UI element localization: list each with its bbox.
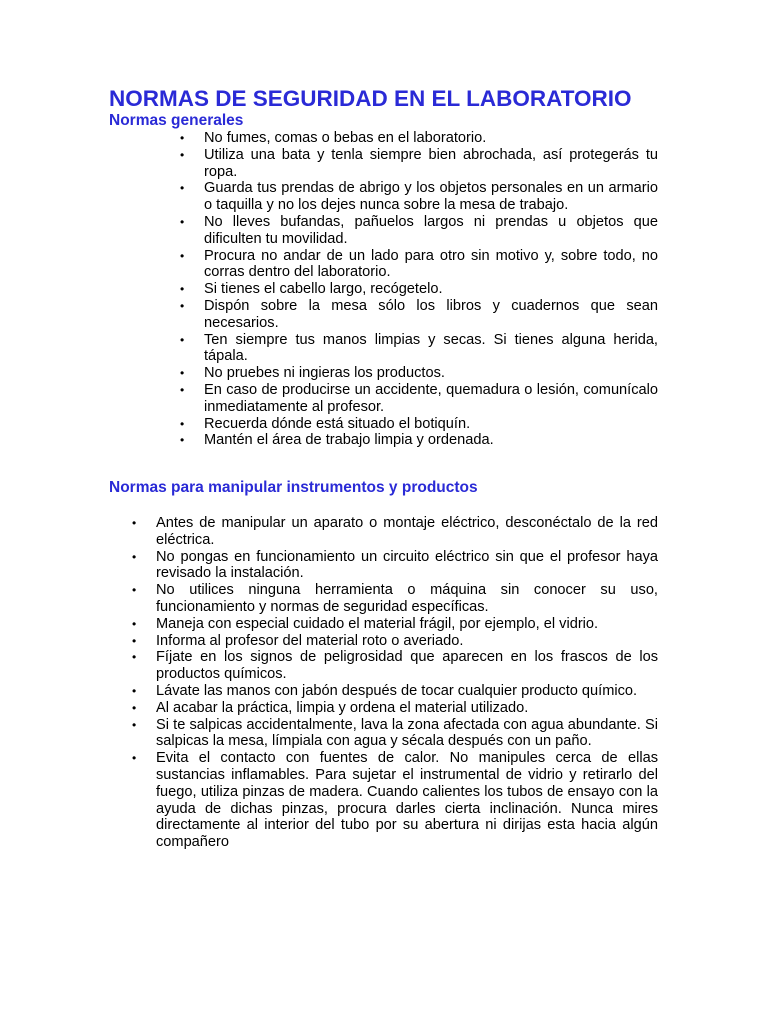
list-item: • Al acabar la práctica, limpia y ordena el material utilizado.	[156, 700, 658, 717]
rules-list-manipular	[156, 515, 658, 851]
list-item: • No pruebes ni ingieras los productos.	[204, 365, 658, 382]
list-item: • Informa al profesor del material roto o averiado.	[156, 633, 658, 650]
list-item: • Antes de manipular un aparato o montaje eléctrico, desconéctalo de la red eléctrica.	[156, 515, 658, 549]
list-item: • Procura no andar de un lado para otro sin motivo y, sobre todo, no corras dentro del laboratorio.	[204, 248, 658, 282]
list-item: • Guarda tus prendas de abrigo y los objetos personales en un armario o taquilla y no los dejes nunca sobre la mesa de trabajo.	[204, 180, 658, 214]
rules-list-generales	[204, 130, 658, 449]
list-item: • Mantén el área de trabajo limpia y ordenada.	[204, 432, 658, 449]
list-item: • No utilices ninguna herramienta o máquina sin conocer su uso, funcionamiento y normas de seguridad específicas.	[156, 582, 658, 616]
section-heading-normas-manipular: Normas para manipular instrumentos y productos	[109, 479, 478, 496]
list-item: • No fumes, comas o bebas en el laboratorio.	[204, 130, 658, 147]
document-title: NORMAS DE SEGURIDAD EN EL LABORATORIO	[109, 86, 632, 111]
list-item: • Lávate las manos con jabón después de tocar cualquier producto químico.	[156, 683, 658, 700]
list-item: • Si te salpicas accidentalmente, lava la zona afectada con agua abundante. Si salpicas la mesa, límpiala con agua y sécala después con un paño.	[156, 717, 658, 751]
list-item: • Maneja con especial cuidado el material frágil, por ejemplo, el vidrio.	[156, 616, 658, 633]
list-item: • Ten siempre tus manos limpias y secas. Si tienes alguna herida, tápala.	[204, 332, 658, 366]
list-item: • No pongas en funcionamiento un circuito eléctrico sin que el profesor haya revisado la instalación.	[156, 549, 658, 583]
list-item: • No lleves bufandas, pañuelos largos ni prendas u objetos que dificulten tu movilidad.	[204, 214, 658, 248]
list-item: • Dispón sobre la mesa sólo los libros y cuadernos que sean necesarios.	[204, 298, 658, 332]
list-item: • Utiliza una bata y tenla siempre bien abrochada, así protegerás tu ropa.	[204, 147, 658, 181]
list-item: • En caso de producirse un accidente, quemadura o lesión, comunícalo inmediatamente al profesor.	[204, 382, 658, 416]
list-item: • Fíjate en los signos de peligrosidad que aparecen en los frascos de los productos químicos.	[156, 649, 658, 683]
list-item: • Evita el contacto con fuentes de calor. No manipules cerca de ellas sustancias inflamables. Para sujetar el instrumental de vidrio y retirarlo del fuego, utiliza pinzas de madera. Cuando calientes los tubos de ensayo con la ayuda de dichas pinzas, procura darles cierta inclinación. Nunca mires directamente al interior del tubo por su abertura ni dirijas esta hacia algún compañero	[156, 750, 658, 851]
section-heading-normas-generales: Normas generales	[109, 112, 244, 129]
list-item: • Recuerda dónde está situado el botiquín.	[204, 416, 658, 433]
list-item: • Si tienes el cabello largo, recógetelo.	[204, 281, 658, 298]
